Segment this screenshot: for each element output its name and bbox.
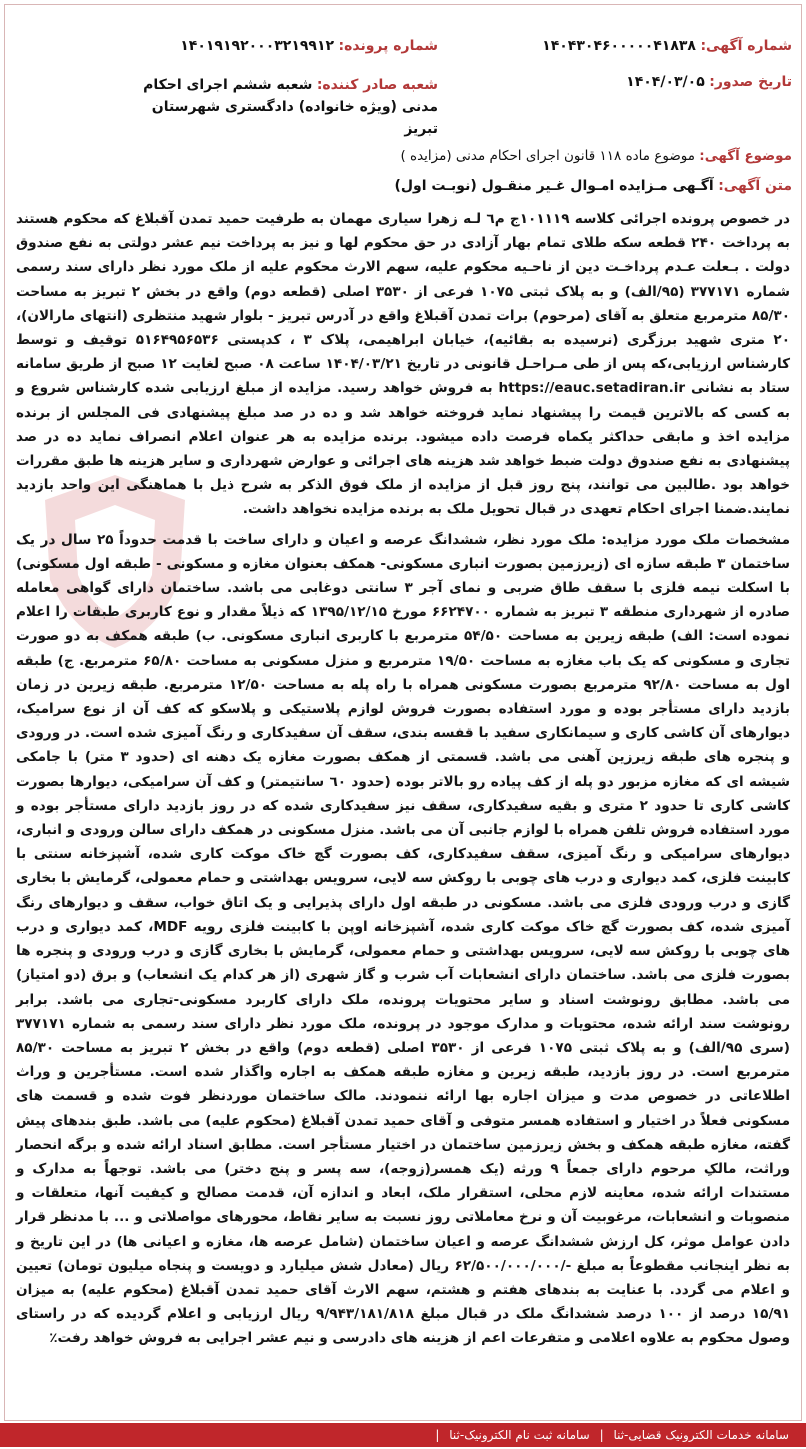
body-paragraph-2: مشخصات ملک مورد مزایده: ملک مورد نظر، ششدانگ عرصه و اعیان و دارای ساخت با قدمت حدوداً ۲۵ سال در یک ساختمان ۳ طبقه سازه ای (زیرزمین بصورت انباری مسکونی- همکف بعنوان مغازه و مسکونی - طبقه اول مسکونی) با اسکلت نیمه فلزی با سقف طاق ضربی و نمای آجر ۳ سانتی دوغابی می باشد. ساختمان دارای گواهی معامله صادره از شهرداری منطقه ۳ تبریز به شماره ۶۶۲۴۷۰۰ مورخ ۱۳۹۵/۱۲/۱۵ که ذیلاً مقدار و نوع کاربری طبقات را اعلام نموده است: الف) طبقه زیرین به مساحت ۵۴/۵۰ مترمربع با کاربری انباری مسکونی. ب) طبقه همکف به دو صورت تجاری و مسکونی که یک باب مغازه به مساحت ۱۹/۵۰ مترمربع و منزل مسکونی به مساحت ۶۵/۸۰ مترمربع. ج) طبقه اول به مساحت ۹۲/۸۰ مترمربع بصورت مسکونی همراه با راه پله به مساحت ۱۲/۵۰ مترمربع. طبقه زیرین در زمان بازدید دارای مستأجر بوده و مورد استفاده بصورت فروش لوازم پلاستیکی و پلاسکو که کف آن از نوع سرامیک، دیوارهای آن کاشی کاری و سیمانکاری سفید با قفسه بندی، سقف آن سفیدکاری و رنگ آمیزی شده است. در ورودی و پنجره های طبقه زیرزین آهنی می باشد. قسمتی از همکف بصورت مغازه یک دهنه ای (حدود ۳ متر) با جامکی شیشه ای که مغازه مزبور دو پله از کف پیاده رو بالاتر بوده (حدود ٦٠ سانتیمتر) و کف آن سرامیکی، دیوارها بصورت کاشی کاری تا حدود ۲ متری و بقیه سفیدکاری، سقف نیز سفیدکاری شده که در روز بازدید دارای مستأجر بوده و مورد استفاده فروش تلفن همراه با لوازم جانبی آن می باشد. منزل مسکونی در همکف دارای سالن ورودی و انباری، دیوارهای سرامیکی و رنگ آمیزی، سقف سفیدکاری، کف بصورت گچ خاک موکت کاری شده، آشپزخانه سنتی با کابینت فلزی، کمد دیواری و درب های چوبی با روکش سه لایی، سرویس بهداشتی و حمام معمولی، گرمایش با بخاری گازی و درب ورودی فلزی می باشد. مسکونی در طبقه اول دارای پذیرایی و یک اتاق خواب، سقف و دیوارهای رنگ آمیزی شده، کف بصورت گچ خاک موکت کاری شده، آشپزخانه اوپن با کابینت فلزی رویه MDF، کمد دیواری و درب های چوبی با روکش سه لایی، سرویس بهداشتی و حمام معمولی، گرمایش با بخاری گازی و درب ورودی و پنجره ها بصورت فلزی می باشد. ساختمان دارای انشعابات آب شرب و گاز شهری (از هر کدام یک انشعاب) و برق (دو امتیاز) می باشد. مطابق رونوشت اسناد و سایر محتویات پرونده، ملک دارای کاربرد مسکونی-تجاری می باشد. برابر رونوشت سند ارائه شده، محتویات و مدارک موجود در پرونده، ملک مورد نظر دارای سند رسمی به شماره ۳۷۷۱۷۱ (سری ۹۵/الف) و به پلاک ثبتی ۱۰۷۵ فرعی از ۳۵۳۰ اصلی (قطعه دوم) واقع در بخش ۲ تبریز به مساحت ۸۵/۳۰ مترمربع است. در روز بازدید، طبقه زیرین و مغازه طبقه همکف به اجاره واگذار شده است. مستأجرین و وراث اطلاعاتی در خصوص مدت و میزان اجاره بها ارائه ننمودند. مالک ساختمان موردنظر فوت شده و قسمت های مسکونی فعلاً در اختیار و استفاده همسر متوفی و آقای حمید تمدن آقبلاغ (محکوم علیه) می باشد. طبق بندهای پیش گفته، مغازه طبقه همکف و بخش زیرزمین ساختمان در اختیار مستأجر است. مطابق اسناد ارائه شده و برگه انحصار وراثت، مالکِ مرحوم دارای جمعاً ۹ ورثه (یک همسر(زوجه)، سه پسر و پنج دختر) می باشد. توجهاً به مدارک و مستندات ارائه شده، معاینه لازم محلی، استقرار ملک، ابعاد و اندازه آن، قدمت مصالح و کیفیت آنها، متعلقات و منصوبات و انشعابات، مرغوبیت آن و نرخ معاملاتی روز نسبت به سایر نقاط، محورهای مواصلاتی و ... با مدنظر قرار دادن عوامل موثر، کل ارزش ششدانگ عرصه و اعیان ساختمان (شامل عرصه ها، مغازه و اعیانی ها) در این تاریخ و به نظر اینجانب مقطوعاً به مبلغ -/۶۲/۵۰۰/۰۰۰/۰۰۰ ریال (معادل شش میلیارد و دویست و پنجاه میلیون تومان) تعیین و اعلام می گردد. با عنایت به بندهای هفتم و هشتم، سهم الارث آقای حمید تمدن آقبلاغ (محکوم علیه) به میزان ۱۵/۹۱ درصد از ۱۰۰ درصد ششدانگ ملک در قبال مبلغ ۹/۹۴۳/۱۸۱/۸۱۸ ریال ارزیابی و اعلام گردیده که در راستای وصول محکوم به علاوه اعلامی و متفرعات اعم از هزینه های دادرسی و نیم عشر اجرایی به فروش خواهد رفت٪ [16, 531, 791, 1347]
notice-header [0, 30, 806, 137]
issue-date-label: تاریخ صدور: [709, 74, 792, 90]
notice-number-label: شماره آگهی: [700, 38, 792, 54]
notice-body [16, 207, 790, 1357]
file-number-label: شماره پرونده: [338, 38, 438, 54]
body-paragraph-1: در خصوص پرونده اجرائی کلاسه ۱۰۱۱۱۹ج م٦ لـه زهرا سیاری مهمان به طرفیت حمید تمدن آقبلاغ که محکوم هستند به پرداخت ۲۴۰ قطعه سکه طلای تمام بهار آزادی در حق محکوم لها و نیز به پرداخت نیم عشر دولتی به نفع صندوق دولت . بـعلت عـدم پرداخـت دین از ناحـیه محکوم علیه، سهم الارث محکوم علیه از ملک مورد نظر دارای سند رسمی شماره ۳۷۷۱۷۱ (۹۵/الف) و به پلاک ثبتی ۱۰۷۵ فرعی از ۳۵۳۰ اصلی (قطعه دوم) واقع در بخش ۲ تبریز به مساحت ۸۵/۳۰ مترمربع متعلق به آقای (مرحوم) برات تمدن آقبلاغ واقع در آدرس تبریز - بلوار شهید منتظری (انتهای مارالان)، ۲۰ متری شهید برزگری (نرسیده به بقائیه)، خیابان ابراهیمی، پلاک ۳ ، کدپستی ۵۱۶۴۹۵۶۵۳۶ توقیف و توسط کارشناس ارزیابی،که پس از طی مـراحـل قانونی در تاریخ ۱۴۰۴/۰۳/۲۱ ساعت ۰۸ صبح لغایت ۱۲ صبح از طریق سامانه ستاد به نشانی https://eauc.setadiran.ir به فروش خواهد رسید. مزایده از مبلغ ارزیابی شده کارشناس شروع و به کسی که بالاترین قیمت را پیشنهاد نماید فروخته خواهد شد و ده در صد مبلغ پیشنهادی فی المجلس از برنده مزایده اخذ و مابقی حداکثر یکماه فرصت داده میشود. برنده مزایده به هر عنوان اعلام انصراف نماید ده در صد پیشنهادی به نفع صندوق دولت ضبط خواهد شد هزینه های اجرائی و عوارض شهرداری و سایر هزینه ها طبق مقررات خواهد بود .طالبین می توانند، پنج روز قبل از مزایده از ملک فوق الذکر به شرح ذیل با هماهنگی این واحد بازدید نمایند.ضمنا اجرای احکام تعهدی در قبال تحویل ملک به برنده مزایده نخواهد داشت. [16, 211, 791, 518]
subject-label: موضوع آگهی: [699, 148, 792, 164]
subject-value: موضوع ماده ۱۱۸ قانون اجرای احکام مدنی (مزایده ) [400, 148, 695, 164]
footer-link-sana-registration[interactable]: سامانه ثبت نام الکترونیک-ثنا [449, 1428, 590, 1442]
issuer: شعبه ششم اجرای احکام مدنی (ویژه خانواده) دادگستری شهرستان تبریز [143, 77, 438, 137]
notice-title-row [395, 178, 792, 194]
notice-text-label: متن آگهی: [718, 178, 792, 194]
footer-link-sana-services[interactable]: سامانه خدمات الکترونیک قضایی-ثنا [613, 1428, 789, 1442]
notice-title: آگـهی مـزایده امـوال غـیر منقـول (نوبـت اول) [394, 178, 714, 194]
file-number-row [180, 38, 438, 54]
footer-bar [0, 1423, 806, 1447]
footer-separator: | [599, 1428, 604, 1442]
issue-date: ۱۴۰۴/۰۳/۰۵ [626, 74, 705, 90]
issuer-row [118, 74, 438, 140]
notice-number: ۱۴۰۴۳۰۴۶۰۰۰۰۰۴۱۸۳۸ [542, 38, 696, 54]
notice-number-row [542, 38, 792, 54]
issue-date-row [626, 74, 792, 90]
footer-end-separator: | [435, 1428, 440, 1442]
file-number: ۱۴۰۱۹۱۹۲۰۰۰۳۲۱۹۹۱۲ [180, 38, 335, 54]
subject-row [400, 148, 792, 164]
issuer-label: شعبه صادر کننده: [316, 77, 438, 93]
